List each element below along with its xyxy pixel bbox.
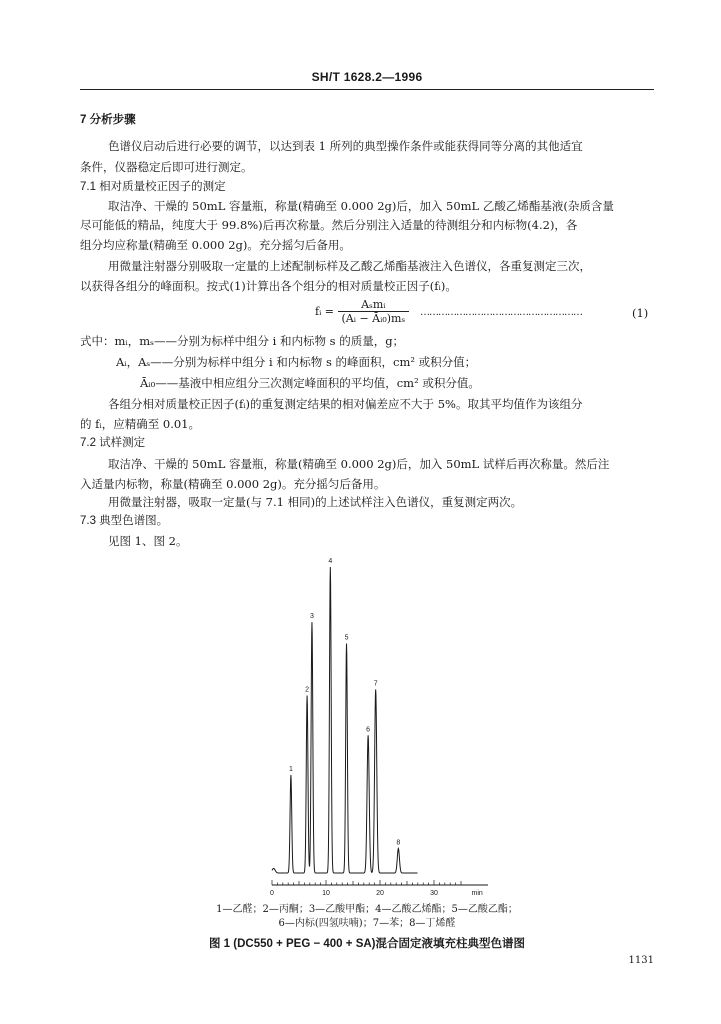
- section-7-3-title: 7.3 典型色谱图。: [80, 515, 169, 527]
- formula-leader-dots: ………………………………………………: [420, 307, 582, 318]
- s73-line1: 见图 1、图 2。: [108, 534, 188, 548]
- s71-line2: 尽可能低的精品，纯度大于 99.8%)后再次称量。然后分别注入适量的待测组分和内标物(4.2)，各: [80, 218, 578, 232]
- formula-number: (1): [632, 306, 649, 320]
- peak-label: 1: [288, 766, 293, 774]
- s71-line1: 取洁净、干燥的 50mL 容量瓶，称量(精确至 0.000 2g)后，加入 50mL 乙酸乙烯酯基液(杂质含量: [108, 199, 614, 213]
- x-tick-label: 0: [270, 890, 274, 897]
- where-line2: Aᵢ，Aₛ——分别为标样中组分 i 和内标物 s 的峰面积，cm² 或积分值；: [116, 355, 477, 369]
- s71-line6: 各组分相对质量校正因子(fᵢ)的重复测定结果的相对偏差应不大于 5%。取其平均值作为该组分: [108, 397, 583, 411]
- peak-label: 3: [310, 613, 314, 621]
- s71-line7: 的 fᵢ，应精确至 0.01。: [80, 417, 200, 431]
- peak-label: 6: [366, 726, 371, 734]
- s71-line4: 用微量注射器分别吸取一定量的上述配制标样及乙酸乙烯酯基液注入色谱仪，各重复测定三次，: [108, 259, 591, 273]
- section-7-2-title: 7.2 试样测定: [80, 437, 146, 449]
- section-7-para-line2: 条件，仪器稳定后即可进行测定。: [80, 160, 253, 174]
- x-tick-label: min: [471, 890, 483, 897]
- formula-numerator: Aₛmᵢ: [338, 298, 410, 312]
- peak-label: 2: [305, 686, 310, 694]
- peak-label: 5: [344, 634, 349, 642]
- x-tick-label: 10: [322, 890, 330, 897]
- peak-label: 7: [373, 680, 378, 688]
- s71-line5: 以获得各组分的峰面积。按式(1)计算出各个组分的相对质量校正因子(fᵢ)。: [80, 279, 457, 293]
- formula-fraction: [338, 298, 410, 325]
- where-line3: Āᵢ₀——基液中相应组分三次测定峰面积的平均值，cm² 或积分值。: [140, 376, 480, 390]
- figure-caption: 图 1 (DC550 + PEG − 400 + SA)混合固定液填充柱典型色谱图: [208, 938, 525, 950]
- page-number: 1131: [628, 955, 654, 966]
- figure-legend-line1: 1—乙醛；2—丙酮；3—乙酸甲酯；4—乙酸乙烯酯；5—乙酸乙酯；: [216, 904, 518, 915]
- where-line1: 式中：mᵢ，mₛ——分别为标样中组分 i 和内标物 s 的质量，g；: [80, 334, 405, 348]
- s72-line1: 取洁净、干燥的 50mL 容量瓶，称量(精确至 0.000 2g)后，加入 50mL 试样后再次称量。然后注: [108, 457, 610, 471]
- section-7-title: 7 分析步骤: [80, 114, 136, 126]
- chromatogram-svg: [250, 555, 510, 900]
- formula-denominator: (Aᵢ − Āᵢ₀)mₛ: [341, 312, 406, 325]
- chromatogram-figure: [250, 555, 510, 900]
- s72-line2: 入适量内标物，称量(精确至 0.000 2g)。充分摇匀后备用。: [80, 477, 386, 491]
- figure-legend-line2: 6—内标(四氢呋喃)；7—苯；8—丁烯醛: [278, 918, 456, 929]
- section-7-1-title: 7.1 相对质量校正因子的测定: [80, 181, 226, 193]
- chromatogram-trace: [272, 567, 418, 873]
- formula-lhs: fᵢ =: [315, 305, 334, 318]
- s72-line3: 用微量注射器，吸取一定量(与 7.1 相同)的上述试样注入色谱仪，重复测定两次。: [108, 495, 523, 509]
- standard-header: SH/T 1628.2—1996: [311, 70, 423, 84]
- peak-label: 4: [328, 558, 333, 565]
- header-rule: [80, 89, 654, 90]
- formula-1: [315, 298, 409, 325]
- peak-label: 8: [396, 839, 401, 847]
- x-tick-label: 30: [430, 890, 438, 897]
- section-7-para-line1: 色谱仪启动后进行必要的调节，以达到表 1 所列的典型操作条件或能获得同等分离的其他适宜: [108, 139, 583, 153]
- x-tick-label: 20: [376, 890, 384, 897]
- s71-line3: 组分均应称量(精确至 0.000 2g)。充分摇匀后备用。: [80, 238, 351, 252]
